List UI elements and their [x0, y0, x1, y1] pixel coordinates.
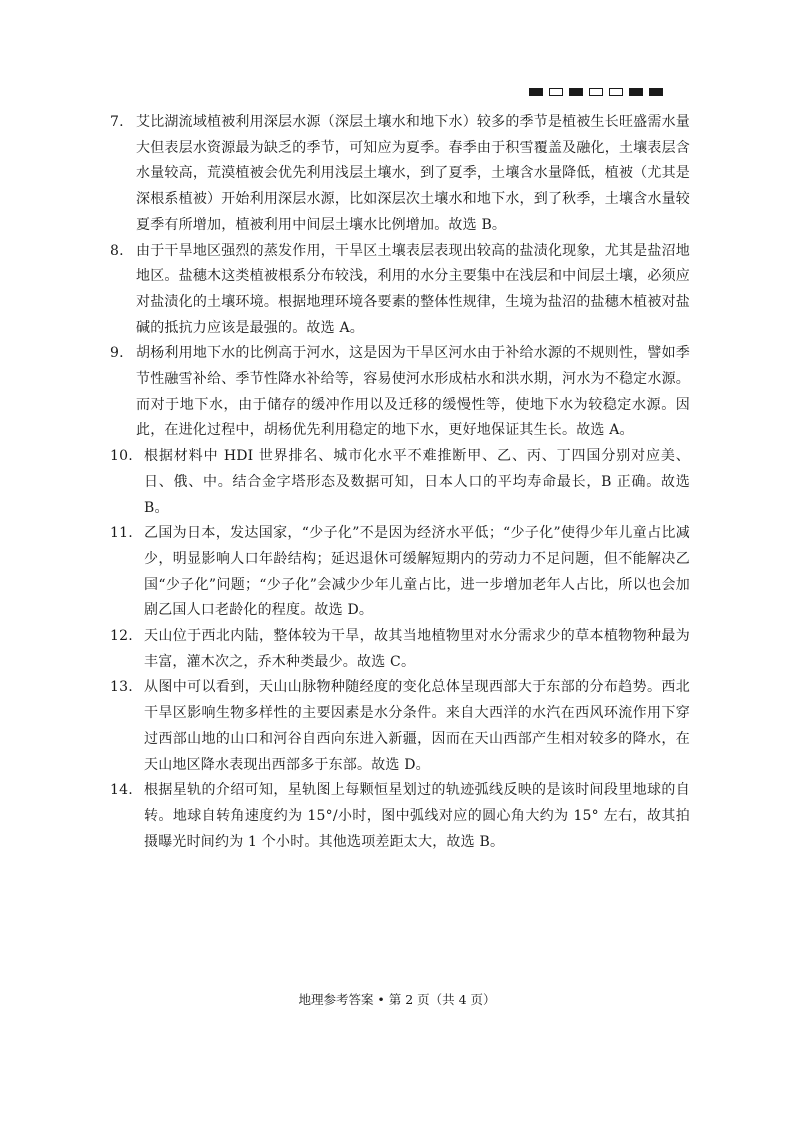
answer-text: 从图中可以看到，天山山脉物种随经度的变化总体呈现西部大于东部的分布趋势。西北干旱区影响生物多样性的主要因素是水分条件。来自大西洋的水汽在西风环流作用下穿过西部山地的山口和河谷自西向东进入新疆，因而在天山西部产生相对较多的降水，在天山地区降水表现出西部多于东部。故选 D。: [144, 679, 690, 773]
answer-number: 7.: [110, 114, 124, 130]
answer-item-8: [110, 239, 690, 342]
answer-number: 8.: [110, 242, 124, 259]
answer-text: 由于干旱地区强烈的蒸发作用，干旱区土壤表层表现出较高的盐渍化现象，尤其是盐沼地地区。盐穗木这类植被根系分布较浅，利用的水分主要集中在浅层和中间层土壤，必须应对盐渍化的土壤环境。根据地理环境各要素的整体性规律，生境为盐沼的盐穗木植被对盐碱的抵抗力应该是最强的。故选 A。: [136, 242, 690, 336]
header-mark: [649, 88, 663, 96]
header-mark: [589, 88, 603, 96]
answer-item-14: [110, 778, 690, 855]
answer-item-11: [110, 521, 690, 624]
answer-text: 艾比湖流域植被利用深层水源（深层土壤水和地下水）较多的季节是植被生长旺盛需水量大但表层水资源最为缺乏的季节，可知应为夏季。春季由于积雪覆盖及融化，土壤表层含水量较高，荒漠植被会优先利用浅层土壤水，到了夏季，土壤含水量降低，植被（尤其是深根系植被）开始利用深层水源，比如深层次土壤水和地下水，到了秋季，土壤含水量较夏季有所增加，植被利用中间层土壤水比例增加。故选 B。: [136, 114, 690, 233]
answer-list: [110, 110, 690, 855]
header-mark: [609, 88, 623, 96]
answer-text: 根据星轨的介绍可知，星轨图上每颗恒星划过的轨迹弧线反映的是该时间段里地球的自转。地球自转角速度约为 15°/小时，图中弧线对应的圆心角大约为 15° 左右，故其拍摄曝光时间约为 1 个小时。其他选项差距太大，故选 B。: [144, 782, 690, 850]
answer-number: 13.: [110, 679, 133, 696]
answer-text: 乙国为日本，发达国家，“少子化”不是因为经济水平低；“少子化”使得少年儿童占比减少，明显影响人口年龄结构；延迟退休可缓解短期内的劳动力不足问题，但不能解决乙国“少子化”问题；“少子化”会减少少年儿童占比，进一步增加老年人占比，所以也会加剧乙国人口老龄化的程度。故选 D。: [144, 525, 690, 619]
header-mark: [569, 88, 583, 96]
answer-number: 11.: [110, 525, 133, 542]
answer-number: 12.: [110, 628, 133, 645]
header-mark: [549, 88, 563, 96]
answer-item-12: [110, 624, 690, 675]
answer-item-7: [110, 110, 690, 239]
answer-item-13: [110, 675, 690, 778]
answer-text: 天山位于西北内陆，整体较为干旱，故其当地植物里对水分需求少的草本植物物种最为丰富，灌木次之，乔木种类最少。故选 C。: [144, 628, 690, 670]
header-mark: [529, 88, 543, 96]
answer-number: 9.: [110, 345, 124, 362]
page-footer: 地理参考答案 • 第 2 页（共 4 页）: [298, 992, 496, 1007]
answer-number: 10.: [110, 448, 133, 465]
answer-item-10: [110, 444, 690, 521]
answer-text: 根据材料中 HDI 世界排名、城市化水平不难推断甲、乙、丙、丁四国分别对应美、日、俄、中。结合金字塔形态及数据可知，日本人口的平均寿命最长，B 正确。故选 B。: [144, 448, 690, 516]
answer-text: 胡杨利用地下水的比例高于河水，这是因为干旱区河水由于补给水源的不规则性，譬如季节性融雪补给、季节性降水补给等，容易使河水形成枯水和洪水期，河水为不稳定水源。而对于地下水，由于储存的缓冲作用以及迁移的缓慢性等，使地下水为较稳定水源。因此，在进化过程中，胡杨优先利用稳定的地下水，更好地保证其生长。故选 A。: [136, 345, 690, 439]
answer-number: 14.: [110, 782, 133, 799]
header-marks: [529, 88, 663, 96]
header-mark: [629, 88, 643, 96]
answer-item-9: [110, 341, 690, 444]
